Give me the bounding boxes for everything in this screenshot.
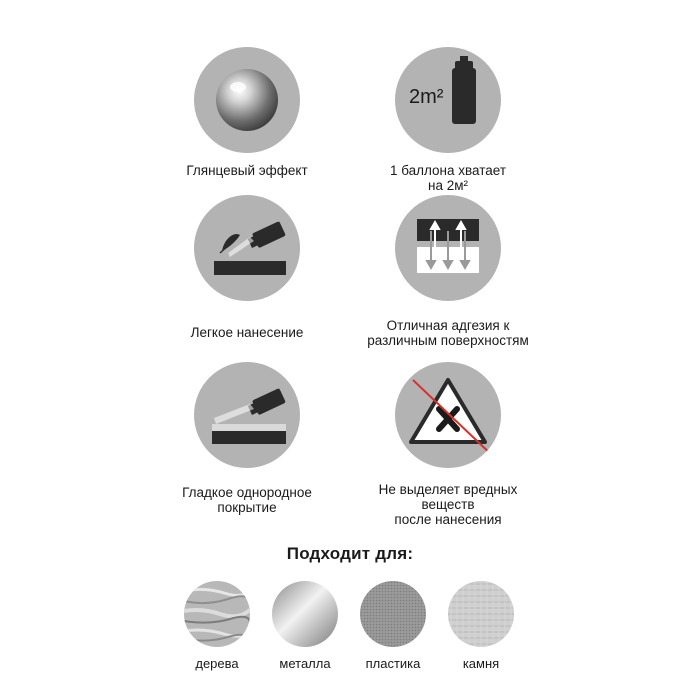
- coverage-badge: 2m²: [409, 86, 444, 108]
- surface-label: дерева: [195, 656, 239, 671]
- feature-easy-circle: [194, 195, 300, 301]
- feature-caption: Не выделяет вредных веществ после нанесения: [378, 482, 518, 527]
- feature-adhesion: [338, 195, 558, 348]
- spray-can-coverage-icon: [395, 47, 501, 153]
- feature-caption: Легкое нанесение: [190, 325, 304, 340]
- feature-safe: [338, 362, 558, 527]
- feature-caption: 1 баллона хватает на 2м²: [389, 163, 507, 193]
- adhesion-arrows-icon: [395, 195, 501, 301]
- feature-caption: Глянцевый эффект: [186, 163, 308, 178]
- surface-label: металла: [279, 656, 331, 671]
- smooth-coating-icon: [194, 362, 300, 468]
- feature-caption: Отличная адгезия к различным поверхностям: [367, 318, 529, 348]
- feature-glossy: [137, 47, 357, 178]
- feature-smooth: [137, 362, 357, 515]
- plastic-texture-icon: [360, 581, 426, 647]
- spray-can-icon: [246, 221, 285, 251]
- no-hazard-icon: [395, 362, 501, 468]
- wood-texture-icon: [184, 581, 250, 647]
- feature-coverage: [338, 47, 558, 193]
- surface-stone: [426, 581, 536, 671]
- surface-label: камня: [462, 656, 500, 671]
- suitable-title: Подходит для:: [286, 544, 414, 563]
- feature-caption: Гладкое однородное покрытие: [182, 485, 312, 515]
- metal-texture-icon: [272, 581, 338, 647]
- surface-label: пластика: [365, 656, 421, 671]
- stone-texture-icon: [448, 581, 514, 647]
- feature-easy: [137, 195, 357, 340]
- glossy-sphere-icon: [194, 47, 300, 153]
